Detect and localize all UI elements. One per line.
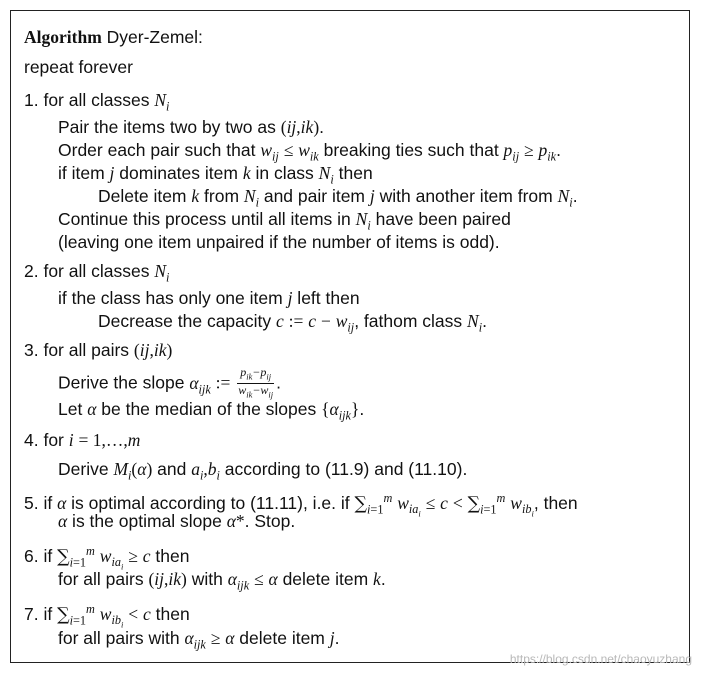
repeat-line: repeat forever [24, 57, 133, 77]
step2-line2: Decrease the capacity c := $c - w_{ij}$, fathom class $N_i$. [98, 311, 487, 335]
step3-line1: Derive the slope $\alpha_{ijk}$ := $\frac{p_{ik}-p_{ij}}{w_{ik}-w_{ij}}$ . [58, 365, 281, 400]
slope-fraction: $\frac{p_{ik}-p_{ij}}{w_{ik}-w_{ij}}$ [238, 365, 274, 400]
step7-line1: for all pairs with $\alpha_{ijk} \ge \alpha$ delete item j. [58, 628, 340, 652]
step6-header: 6. if $\sum_{i=1}^m$ $w_{ia_i} \ge c$ then [24, 544, 190, 572]
algorithm-name: Dyer-Zemel: [106, 27, 203, 47]
algorithm-keyword: Algorithm [24, 27, 102, 47]
step3-header: 3. for all pairs (ij,ik) [24, 340, 173, 360]
step1-line5: Continue this process until all items in $N_i$ have been paired [58, 209, 511, 233]
step7-header: 7. if $\sum_{i=1}^m$ $w_{ib_i} < c$ then [24, 602, 190, 630]
step2-header: 2. for all classes $N_i$ [24, 261, 170, 285]
step1-line1: Pair the items two by two as (ij,ik). [58, 117, 325, 137]
algorithm-title [24, 26, 203, 48]
watermark: https://blog.csdn.net/chaoyuzhang [509, 652, 692, 666]
step4-line1: Derive $M_i(\alpha)$ and $a_i,b_i$ according to (11.9) and (11.10). [58, 459, 468, 483]
step1-header: 1. for all classes $N_i$ [24, 90, 170, 114]
step3-line2: Let α be the median of the slopes $\{\alpha_{ijk}\}$. [58, 399, 365, 423]
step1-line3: if item j dominates item k in class $N_i$ then [58, 163, 373, 187]
step1-line2: Order each pair such that $w_{ij} \le w_{ik}$ breaking ties such that $p_{ij} \ge p_{ik}$. [58, 140, 561, 164]
step5-header: 5. if α is optimal according to (11.11), i.e. if $\sum_{i=1}^m$ $w_{ia_i} \le c < \sum_{i=1}^m$ $w_{ib_i}$, then [24, 491, 578, 519]
step1-line4: Delete item k from $N_i$ and pair item j with another item from $N_i$. [98, 186, 578, 210]
step2-line1: if the class has only one item j left then [58, 288, 360, 308]
step4-header: 4. for i = 1,…,m [24, 430, 141, 450]
step5-line1: α is the optimal slope α*. Stop. [58, 511, 296, 531]
step1-line6: (leaving one item unpaired if the number of items is odd). [58, 232, 500, 252]
step6-line1: for all pairs (ij,ik) with $\alpha_{ijk} \le \alpha$ delete item k. [58, 569, 386, 593]
